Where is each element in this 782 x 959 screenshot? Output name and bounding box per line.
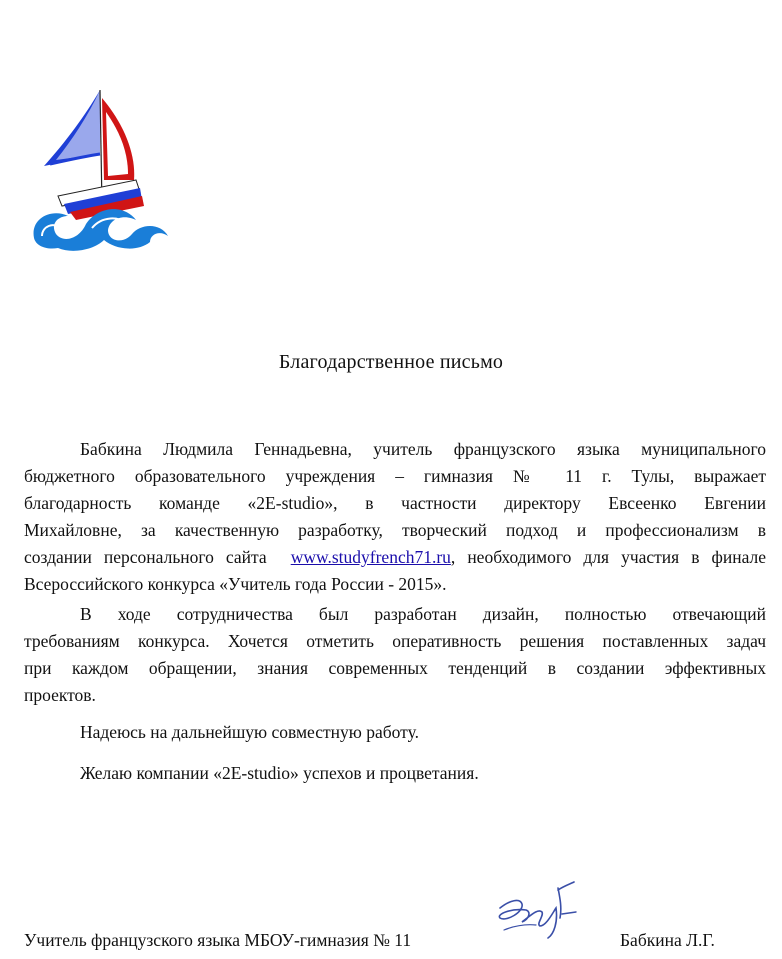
signer-name: Бабкина Л.Г. — [620, 930, 715, 950]
paragraph-line: благодарность команде «2E-studio», в частности директору Евсеенко Евгении — [24, 493, 766, 513]
signer-position: Учитель французского языка МБОУ-гимназия № 11 — [24, 930, 412, 950]
paragraph-text: создании персонального сайта — [24, 547, 291, 567]
sailboat-logo-icon — [28, 88, 174, 254]
paragraph-text: , необходимого для участия в финале — [450, 547, 766, 567]
paragraph-line: проектов. — [24, 685, 96, 705]
paragraph-line: бюджетного образовательного учреждения – гимназия № 11 г. Тулы, выражает — [24, 466, 766, 486]
letter-title: Благодарственное письмо — [278, 351, 504, 373]
paragraph-line: Всероссийского конкурса «Учитель года России - 2015». — [24, 574, 447, 594]
paragraph-line: Михайловне, за качественную разработку, творческий подход и профессионализм в — [24, 520, 766, 540]
paragraph-line: требованиям конкурса. Хочется отметить оперативность решения поставленных задач — [24, 631, 766, 651]
paragraph-cooperation — [24, 601, 766, 709]
paragraph-line: при каждом обращении, знания современных тенденций в создании эффективных — [24, 658, 766, 678]
paragraph-gratitude — [24, 436, 766, 598]
paragraph-line: В ходе сотрудничества был разработан дизайн, полностью отвечающий — [80, 604, 766, 624]
signature-icon — [492, 878, 578, 940]
paragraph-wishes: Желаю компании «2E-studio» успехов и процветания. — [80, 763, 479, 783]
paragraph-hope: Надеюсь на дальнейшую совместную работу. — [80, 722, 419, 742]
website-link[interactable]: www.studyfrench71.ru — [290, 547, 451, 567]
paragraph-line-with-link — [24, 544, 766, 571]
paragraph-line: Бабкина Людмила Геннадьевна, учитель французского языка муниципального — [80, 439, 766, 459]
